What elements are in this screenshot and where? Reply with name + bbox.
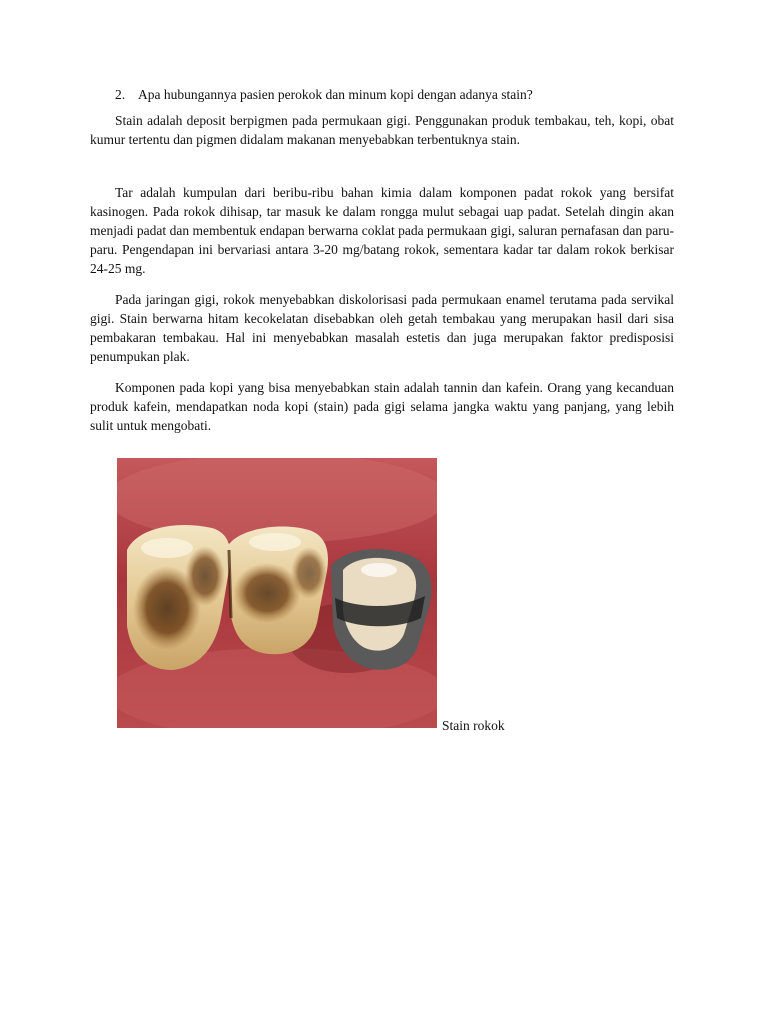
paragraph-coffee: Komponen pada kopi yang bisa menyebabkan stain adalah tannin dan kafein. Orang yang kecanduan produk kafein, mendapatkan noda kopi (stain) pada gigi selama jangka waktu yang panjang, yang lebih sulit untuk mengobati. bbox=[90, 380, 674, 433]
question-heading bbox=[115, 86, 533, 104]
stained-teeth-photo bbox=[117, 458, 437, 728]
paragraph-tar: Tar adalah kumpulan dari beribu-ribu bahan kimia dalam komponen padat rokok yang bersifat kasinogen. Pada rokok dihisap, tar masuk ke dalam rongga mulut sebagai uap padat. Setelah dingin akan menjadi padat dan membentuk endapan berwarna coklat pada permukaan gigi, saluran pernafasan dan paru-paru. Pengendapan ini bervariasi antara 3-20 mg/batang rokok, sementara kadar tar dalam rokok berkisar 24-25 mg. bbox=[90, 185, 674, 276]
figure-caption: Stain rokok bbox=[442, 718, 505, 733]
question-text: Apa hubungannya pasien perokok dan minum kopi dengan adanya stain? bbox=[138, 87, 533, 102]
question-number: 2. bbox=[115, 87, 126, 102]
paragraph-tooth-tissue: Pada jaringan gigi, rokok menyebabkan diskolorisasi pada permukaan enamel terutama pada servikal gigi. Stain berwarna hitam kecokelatan disebabkan oleh getah tembakau yang merupakan hasil dari sisa pembakaran tembakau. Hal ini menyebabkan masalah estetis dan juga merupakan faktor predisposisi penumpukan plak. bbox=[90, 292, 674, 364]
paragraph-stain-definition: Stain adalah deposit berpigmen pada permukaan gigi. Penggunakan produk tembakau, teh, kopi, obat kumur tertentu dan pigmen didalam makanan menyebabkan terbentuknya stain. bbox=[90, 113, 674, 147]
